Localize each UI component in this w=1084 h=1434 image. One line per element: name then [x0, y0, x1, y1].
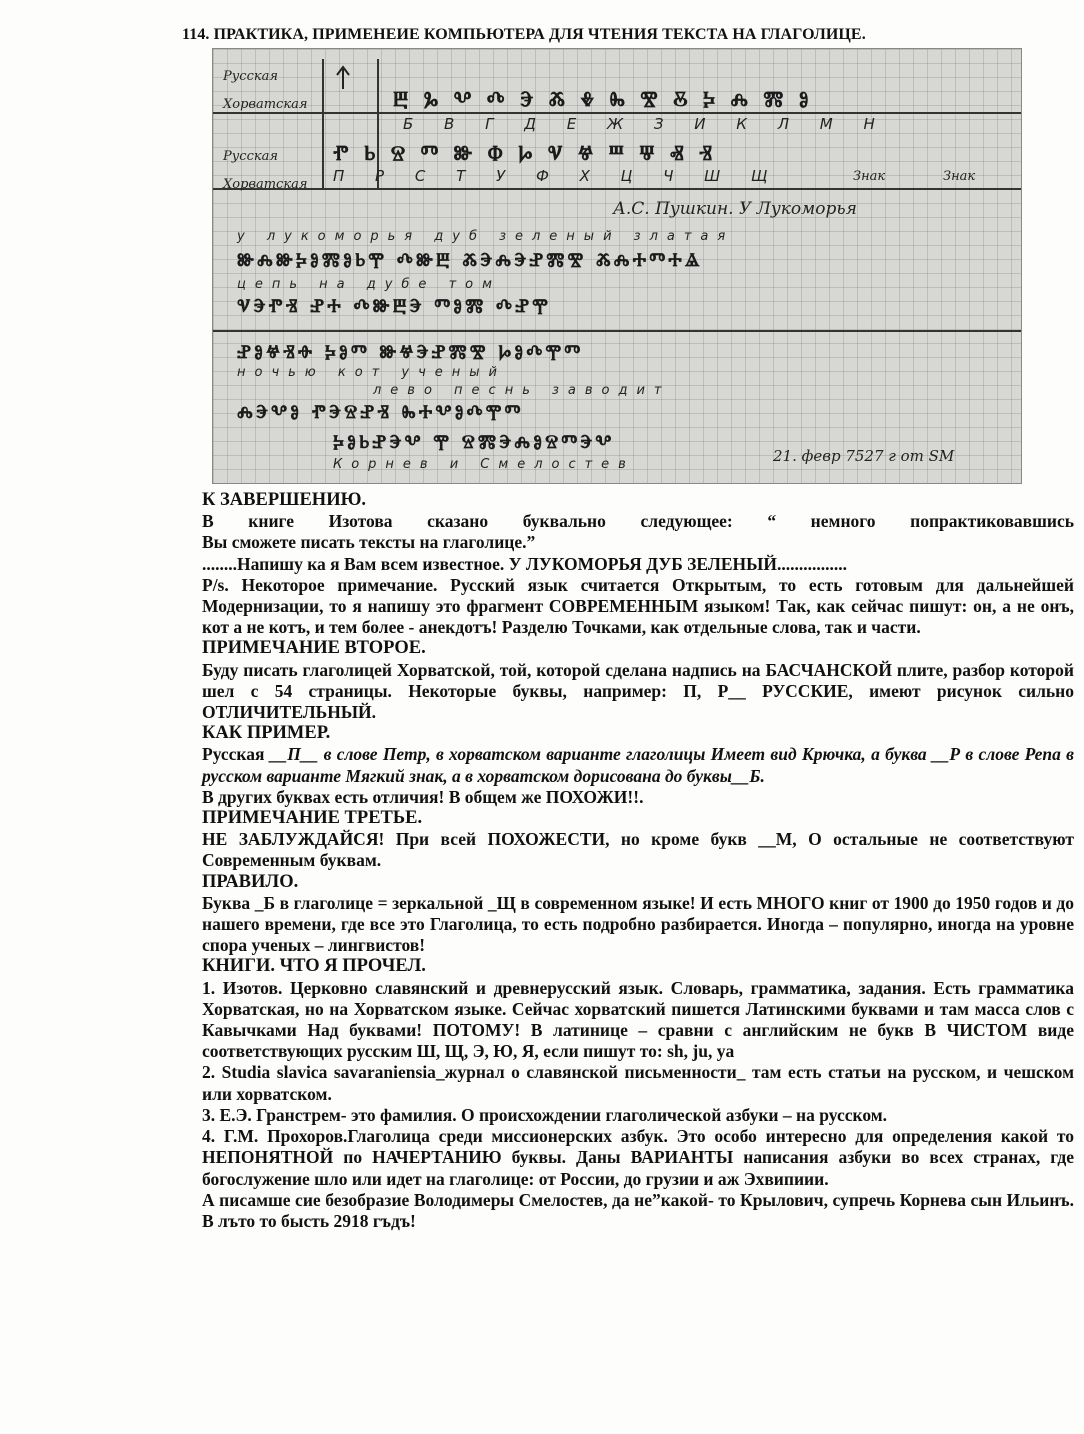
- heading-rule: ПРАВИЛО.: [202, 871, 299, 892]
- line2-russian: цепь на дубе том: [237, 277, 501, 292]
- line4-glagolitic: ⰎⰅⰂⰑ ⰒⰅⰔⰐⰠ ⰈⰀⰂⰑⰄⰉⰕ: [237, 401, 524, 423]
- paragraph-similar: В других буквах есть отличия! В общем же ПОХОЖИ!!.: [202, 786, 644, 807]
- line5-russian: Корнев и Смелостев: [333, 457, 635, 472]
- znak-label-2: Знак: [943, 169, 976, 184]
- label-croatian-2: Хорватская: [223, 177, 308, 192]
- letter-row-2: П Р С Т У Ф Х Ц Ч Ш Щ: [333, 167, 781, 185]
- paragraph-example: [202, 744, 1074, 786]
- signature: 21. февр 7527 г от SM: [773, 447, 955, 465]
- label-croatian-1: Хорватская: [223, 97, 308, 112]
- paragraph-closing: А писамше сие безобразие Володимеры Смелостев, да не”какой- то Крылович, супречь Корнева сын Ильинъ. В лъто то бысть 2918 гъдъ!: [202, 1189, 1074, 1231]
- line2-glagolitic: ⰜⰅⰒⰠ ⰐⰀ ⰄⰖⰁⰅ ⰕⰑⰏ ⰄⰐⰉ: [237, 295, 551, 317]
- paragraph-rule: Буква _Б в глаголице = зеркальной _Щ в современном языке! И есть МНОГО книг от 1900 до 1950 годов и до нашего времени, где все это Глаголица, то есть подробно разбирается. Иногда – популярно, иногда на уровне спора ученых – лингвистов!: [202, 892, 1074, 956]
- line1-glagolitic: ⰖⰎⰖⰍⰑⰏⰑⰓⰉ ⰄⰖⰁ ⰆⰅⰎⰅⰐⰏⰊ ⰆⰎⰀⰕⰀⰡ: [237, 249, 703, 271]
- book-item-4: 4. Г.М. Прохоров.Глаголица среди миссионерских азбук. Это особо интересно для определения какой то НЕПОНЯТНОЙ по НАЧЕРТАНИЮ буквы. Даны ВАРИАНТЫ написания азбуки во всех странах, где богослужение шло или идет на глаголице: от России, до грузии и аж Эхвипиии.: [202, 1126, 1074, 1189]
- letter-row-1: Б В Г Д Е Ж З И К Л М Н: [403, 115, 888, 133]
- paragraph-izotov-quote-1: В книге Изотова сказано буквально следующее: “ немного попрактиковавшись: [202, 511, 1074, 532]
- heading-books: КНИГИ. ЧТО Я ПРОЧЕЛ.: [202, 956, 426, 977]
- document-body: [202, 490, 1074, 1232]
- line3-glagolitic: ⰐⰑⰝⰠⰪ ⰍⰑⰕ ⰖⰝⰅⰐⰏⰊ ⰘⰑⰄⰉⰕ: [237, 341, 584, 363]
- heading-example: КАК ПРИМЕР.: [202, 723, 331, 744]
- paragraph-note-3: НЕ ЗАБЛУЖДАЙСЯ! При всей ПОХОЖЕСТИ, но кроме букв __М, О остальные не соответствуют Современным буквам.: [202, 829, 1074, 871]
- page-title: 114. ПРАКТИКА, ПРИМЕНЕИЕ КОМПЬЮТЕРА ДЛЯ ЧТЕНИЯ ТЕКСТА НА ГЛАГОЛИЦЕ.: [182, 26, 866, 43]
- book-item-2: 2. Studia slavica savaraniensia_журнал о славянской письменности_ там есть статьи на русском, и чешском или хорватском.: [202, 1062, 1074, 1104]
- paragraph-note-1: P/s. Некоторое примечание. Русский язык считается Открытым, то есть готовым для дальнейшей Модернизации, то я напишу это фрагмент СОВРЕМЕННЫМ языком! Так, как сейчас пишут: он, а не онъ, кот а не котъ, и тем более - анекдотъ! Разделю Точками, как отдельные слова, так и части.: [202, 574, 1074, 638]
- heading-third-note: ПРИМЕЧАНИЕ ТРЕТЬЕ.: [202, 808, 423, 829]
- label-russian-1: Русская: [223, 69, 278, 84]
- paragraph-lukomorye: ........Напишу ка я Вам всем известное. У ЛУКОМОРЬЯ ДУБ ЗЕЛЕНЫЙ................: [202, 553, 847, 574]
- line5-glagolitic: ⰍⰑⰓⰐⰅⰂ Ⰹ ⰔⰏⰅⰎⰑⰔⰕⰅⰂ: [333, 431, 615, 453]
- paragraph-note-2: Буду писать глаголицей Хорватской, той, которой сделана надпись на БАСЧАНСКОЙ плите, разбор которой шел с 54 страницы. Некоторые буквы, например: П, Р__ РУССКИЕ, имеют рисунок сильно ОТЛИЧИТЕЛЬНЫЙ.: [202, 659, 1074, 723]
- heading-second-note: ПРИМЕЧАНИЕ ВТОРОЕ.: [202, 638, 426, 659]
- example-italic: __П__ в слове Петр, в хорватском варианте глаголицы Имеет вид Крючка, а буква __Р в слове Репа в русском варианте Мягкий знак, а в хорватском дорисована до буквы__Б.: [202, 744, 1074, 786]
- znak-label-1: Знак: [853, 169, 886, 184]
- handwritten-glagolitic-photo: [212, 48, 1022, 484]
- line3-russian: ночью кот ученый: [237, 365, 506, 380]
- glyph-row-2: Ⱂ Ⱃ Ⱄ Ⱅ Ⱆ Ⱇ Ⱈ Ⱌ Ⱍ Ⱎ Ⱋ Ⱏ Ⱐ: [333, 141, 717, 165]
- heading-conclusion: К ЗАВЕРШЕНИЮ.: [202, 490, 367, 510]
- example-lead: Русская: [202, 744, 270, 765]
- glyph-row-1: Ⰱ Ⰳ Ⰲ Ⰴ Ⰵ Ⰶ Ⰷ Ⰸ Ⰺ Ⰻ Ⰽ Ⰾ Ⰿ Ⱁ: [393, 87, 813, 111]
- book-item-1: 1. Изотов. Церковно славянский и древнерусский язык. Словарь, грамматика, задания. Есть грамматика Хорватская, но на Хорватском языке. Сейчас хорватский пишется Латинскими буквами и там масса слов с Кавычками Над буквами! ПОТОМУ! В латинице – сравни с английским не букв В ЧИСТОМ виде соответствующих русским Ш, Щ, Э, Ю, Я, если пишут то: sh, ju, ya: [202, 977, 1074, 1062]
- poem-title: А.С. Пушкин. У Лукоморья: [613, 199, 857, 219]
- book-item-3: 3. Е.Э. Гранстрем- это фамилия. О происхождении глаголической азбуки – на русском.: [202, 1104, 888, 1125]
- line1-russian: у лукоморья дуб зеленый златая: [237, 229, 735, 244]
- line4-russian: лево песнь заводит: [373, 383, 671, 398]
- label-russian-2: Русская: [223, 149, 278, 164]
- paragraph-izotov-quote-2: Вы сможете писать тексты на глаголице.”: [202, 532, 536, 553]
